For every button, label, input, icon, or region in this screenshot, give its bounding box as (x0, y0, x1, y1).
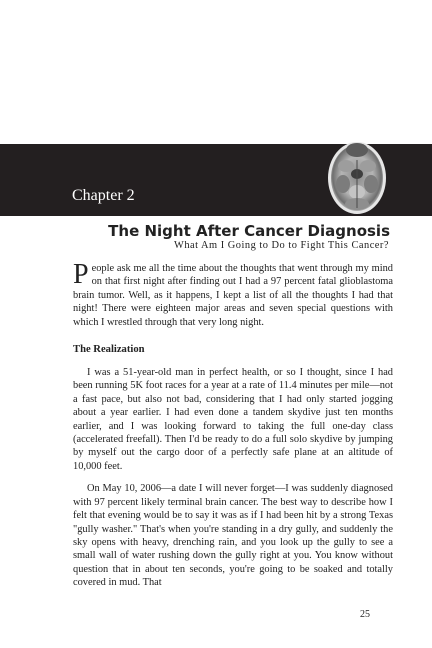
intro-text: eople ask me all the time about the thoughts that went through my mind on that first night after finding out I had a 97 percent fatal glioblastoma brain tumor. Well, as it happens, I kept a list of all the thoughts I had that night! There were eighteen major areas and seven special questions with which I wrestled through that very long night. (73, 263, 393, 328)
chapter-body (73, 259, 393, 590)
section-heading: The Realization (73, 344, 145, 356)
drop-cap: P (73, 259, 89, 290)
body-paragraph: On May 10, 2006—a date I will never forget—I was suddenly diagnosed with 97 percent likely terminal brain cancer. The best way to describe how I felt that evening would be to say it was as if I had been hit by a strong Texas "gully washer." That's when you're standing in a dry gully, and suddenly the sky opens with heavy, drenching rain, and you look up the gully to see a small wall of water rushing down the gully right at you. You know without question that in about ten seconds, you're going to be soaked and totally covered in mud. That (73, 483, 393, 589)
brain-mri-icon (326, 138, 388, 216)
chapter-subtitle: What Am I Going to Do to Fight This Cancer? (174, 240, 389, 251)
chapter-label: Chapter 2 (72, 187, 135, 204)
page-number: 25 (360, 609, 370, 620)
paragraph-gap (73, 473, 393, 482)
body-paragraph: I was a 51-year-old man in perfect health, or so I thought, since I had been running 5K foot races for a year at a rate of 11.4 minutes per mile—not a fast pace, but also not bad, considering that I had only started jogging about a year earlier. I had even done a tandem skydive just ten months earlier, and I was looking forward to taking the full one-day class (accelerated freefall). Then I'd be ready to do a full solo skydive by jumping by myself out the cargo door of a perfectly safe plane at an altitude of 10,000 feet. (73, 367, 393, 472)
intro-paragraph (73, 259, 393, 329)
chapter-title: The Night After Cancer Diagnosis (108, 222, 390, 240)
